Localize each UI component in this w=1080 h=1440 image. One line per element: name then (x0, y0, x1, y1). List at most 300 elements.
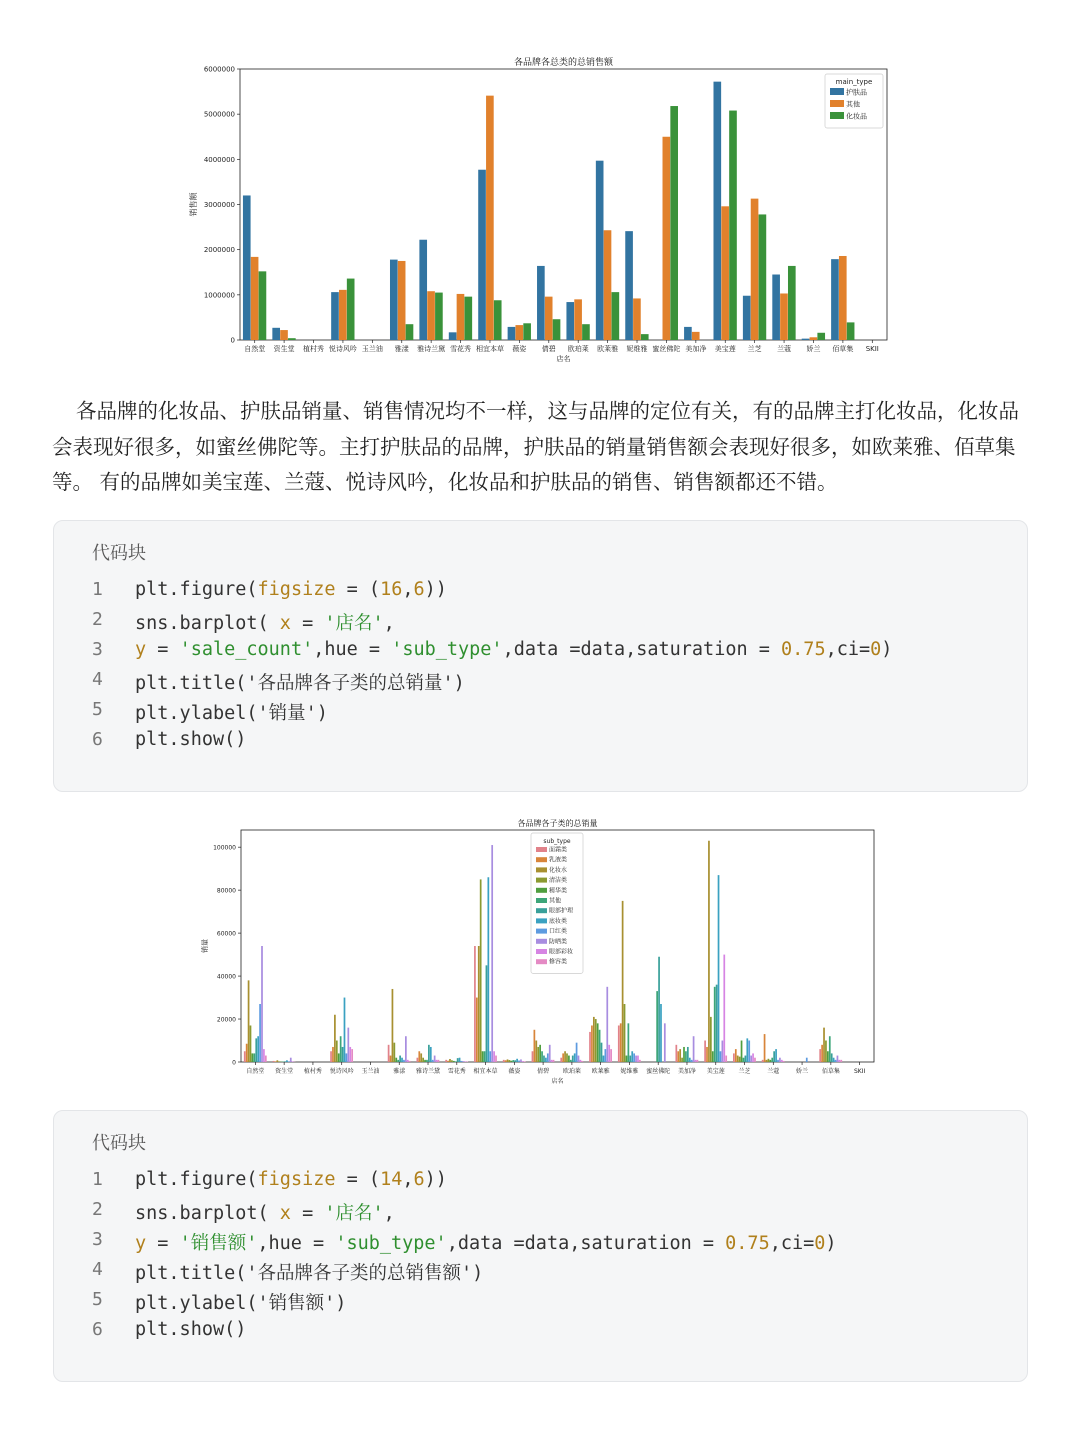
bar (451, 1060, 453, 1062)
x-tick-label: 娇兰 (806, 345, 821, 353)
x-tick-label: 妮维雅 (620, 1068, 639, 1075)
chart-1-figure (188, 50, 900, 375)
bar (639, 1060, 641, 1062)
bar (428, 1045, 430, 1062)
x-tick-label: 蜜丝佛陀 (646, 1068, 671, 1075)
bar (250, 1025, 252, 1062)
code-line-3: y = 'sale_count',hue = 'sub_type',data =data,saturation = 0.75,ci=0) (135, 639, 893, 660)
x-tick-label: 欧珀莱 (562, 1068, 581, 1075)
bar (342, 1047, 344, 1062)
bar (457, 294, 465, 340)
bar (257, 1036, 259, 1062)
x-tick-label: 雅诗兰黛 (417, 345, 446, 353)
bar (403, 1060, 405, 1062)
chart-2-figure (195, 812, 885, 1092)
bar (710, 1017, 712, 1062)
analysis-paragraph: 各品牌的化妆品、护肤品销量、销售情况均不一样，这与品牌的定位有关，有的品牌主打化妆品，化妆品会表现好很多，如蜜丝佛陀等。主打护肤品的品牌，护肤品的销量销售额会表现好很多，如欧莱雅、佰草集等。 有的品牌如美宝莲、兰蔻、悦诗风吟，化妆品和护肤品的销售、销售额都还不错。 (52, 399, 1019, 494)
bar (810, 337, 818, 340)
x-tick-label: SKII (853, 1068, 866, 1075)
bar (259, 271, 267, 340)
bar (564, 1051, 566, 1062)
bar (780, 293, 788, 340)
bar (419, 240, 427, 340)
bar (505, 1060, 507, 1062)
line-number: 3 (92, 639, 103, 660)
line-number: 6 (92, 729, 103, 750)
bar (772, 275, 780, 340)
bar (568, 1056, 570, 1062)
x-tick-label: 悦诗风吟 (328, 345, 357, 353)
chart-title: 各品牌各总类的总销售额 (513, 58, 614, 68)
x-axis-label: 店名 (556, 355, 571, 363)
bar (725, 1056, 727, 1062)
x-tick-label: 相宜本草 (475, 345, 504, 353)
bar (407, 1060, 409, 1062)
bar (829, 1036, 831, 1062)
bar (246, 1044, 248, 1062)
bar (507, 1059, 509, 1062)
bar (664, 1023, 666, 1062)
bar (721, 206, 729, 340)
line-number: 2 (92, 1199, 103, 1220)
bar (292, 1061, 294, 1062)
bar (447, 1061, 449, 1062)
y-tick-label: 2000000 (203, 246, 235, 255)
code-block-2 (53, 1110, 1028, 1382)
bar (743, 296, 751, 340)
bar (520, 1059, 522, 1062)
bar (347, 279, 355, 340)
bar (347, 1028, 349, 1062)
bar (741, 1041, 743, 1062)
bar (464, 297, 472, 340)
y-tick-label: 60000 (216, 930, 236, 938)
legend-swatch (536, 939, 547, 944)
bar (618, 1025, 620, 1062)
x-tick-label: 雅漾 (393, 1068, 406, 1075)
legend-swatch (830, 112, 844, 119)
bar (489, 1051, 491, 1062)
bar (351, 1049, 353, 1062)
bar (535, 1041, 537, 1062)
bar (720, 1051, 722, 1062)
line-number: 4 (92, 1259, 103, 1280)
line-number: 6 (92, 1319, 103, 1340)
x-tick-label: 兰芝 (747, 345, 762, 353)
bar (566, 302, 574, 340)
bar (779, 1058, 781, 1062)
bar (524, 1061, 526, 1062)
bar (398, 261, 406, 340)
bar (831, 1053, 833, 1062)
code-line-1: plt.figure(figsize = (16,6)) (135, 579, 447, 600)
bar (620, 1023, 622, 1062)
bar (601, 1043, 603, 1062)
bar (273, 1061, 275, 1062)
x-tick-label: 倩碧 (541, 345, 556, 353)
bar (420, 1053, 422, 1062)
bar (244, 1051, 246, 1062)
bar (476, 998, 478, 1062)
bar (580, 1060, 582, 1062)
bar (777, 1060, 779, 1062)
bar (248, 980, 250, 1062)
bar (825, 1041, 827, 1062)
bar (399, 1056, 401, 1062)
bar (424, 1060, 426, 1062)
bar (722, 1041, 724, 1062)
code-block-1 (53, 520, 1028, 792)
bar (537, 266, 545, 340)
bar (390, 260, 398, 340)
line-number: 1 (92, 1169, 103, 1190)
bar (603, 1056, 605, 1062)
bar (759, 214, 767, 340)
bar (261, 946, 263, 1062)
bar (275, 1061, 277, 1062)
y-tick-label: 0 (230, 336, 235, 345)
bar (752, 1053, 754, 1062)
x-axis-label: 店名 (551, 1078, 564, 1085)
bar (427, 291, 435, 340)
y-tick-label: 5000000 (203, 110, 235, 119)
legend-swatch (536, 857, 547, 862)
x-tick-label: 欧珀莱 (567, 345, 589, 353)
bar (751, 199, 759, 340)
x-tick-label: 植村秀 (303, 345, 325, 353)
bar (831, 259, 839, 340)
legend-swatch (536, 908, 547, 913)
code-line-4: plt.title('各品牌各子类的总销量') (135, 673, 465, 694)
x-tick-label: 兰芝 (738, 1068, 751, 1075)
legend-swatch (536, 949, 547, 954)
bar (606, 987, 608, 1062)
bar (339, 290, 347, 340)
bar (401, 1058, 403, 1062)
bar (503, 1060, 505, 1062)
bar (562, 1053, 564, 1062)
bar (633, 298, 641, 340)
x-tick-label: 蜜丝佛陀 (652, 345, 681, 353)
bar (684, 327, 692, 340)
bar (397, 1060, 399, 1062)
bar (764, 1034, 766, 1062)
code-line-1: plt.figure(figsize = (14,6)) (135, 1169, 447, 1190)
x-tick-label: 美加净 (685, 345, 707, 353)
code-line-6: plt.show() (135, 729, 247, 750)
line-number: 3 (92, 1229, 103, 1250)
legend-label: 口红类 (549, 928, 568, 936)
bar (338, 1053, 340, 1062)
bar (344, 998, 346, 1062)
bar (771, 1058, 773, 1062)
chart-2-svg (195, 812, 885, 1092)
bar (595, 1019, 597, 1062)
bar (395, 1058, 397, 1062)
bar (833, 1058, 835, 1062)
legend-swatch (536, 898, 547, 903)
bar (346, 1053, 348, 1062)
bar (712, 1051, 714, 1062)
bar (781, 1060, 783, 1062)
bar (847, 322, 855, 340)
bar (478, 170, 486, 340)
bar (511, 1061, 513, 1062)
bar (840, 1060, 842, 1062)
bar (626, 1056, 628, 1062)
bar (733, 1053, 735, 1062)
x-tick-label: 薇姿 (508, 1068, 521, 1075)
bar (802, 339, 810, 340)
bar (463, 1061, 465, 1062)
bar (596, 161, 604, 340)
bar (689, 1058, 691, 1062)
bar (515, 325, 523, 340)
y-tick-label: 40000 (216, 973, 236, 981)
bar (670, 106, 678, 340)
bar (769, 1060, 771, 1062)
bar (748, 1041, 750, 1062)
bar (656, 991, 658, 1062)
bar (487, 877, 489, 1062)
legend-label: 乳液类 (549, 856, 568, 864)
bar (545, 297, 553, 340)
bar (713, 82, 721, 340)
bar (708, 841, 710, 1062)
bar (723, 955, 725, 1062)
bar (276, 1060, 278, 1062)
code-line-6: plt.show() (135, 1319, 247, 1340)
bar (574, 1053, 576, 1062)
bar (449, 332, 457, 340)
bar (622, 901, 624, 1062)
y-tick-label: 80000 (216, 887, 236, 895)
legend-label: 面霜类 (549, 846, 568, 854)
bar (332, 1047, 334, 1062)
bar (435, 293, 443, 340)
x-tick-label: 佰草集 (821, 1068, 840, 1075)
legend-swatch (536, 867, 547, 872)
bar (835, 1060, 837, 1062)
bar (553, 319, 561, 340)
bar (718, 875, 720, 1062)
bar (775, 1049, 777, 1062)
bar (750, 1056, 752, 1062)
bar (290, 1058, 292, 1062)
bar (706, 1047, 708, 1062)
y-tick-label: 100000 (213, 844, 236, 852)
x-tick-label: 雅漾 (394, 345, 409, 353)
bar (252, 1053, 254, 1062)
bar (405, 1036, 407, 1062)
bar (455, 1061, 457, 1062)
bar (806, 1058, 808, 1062)
x-tick-label: 植村秀 (303, 1068, 322, 1075)
legend-label: 眼部彩妆 (549, 948, 574, 956)
line-number: 5 (92, 1289, 103, 1310)
bar (464, 1061, 466, 1062)
bar (633, 1053, 635, 1062)
bar (549, 1045, 551, 1062)
bar (253, 1053, 255, 1062)
bar (543, 1056, 545, 1062)
bar (493, 1051, 495, 1062)
bar (255, 1038, 257, 1062)
bar (687, 1047, 689, 1062)
bar (637, 1056, 639, 1062)
bar (582, 324, 590, 340)
bar (474, 946, 476, 1062)
bar (390, 1056, 392, 1062)
line-number: 4 (92, 669, 103, 690)
bar (827, 1051, 829, 1062)
bar (746, 1038, 748, 1062)
legend-swatch (536, 888, 547, 893)
bar (280, 330, 288, 340)
bar (704, 1041, 706, 1062)
bar (612, 292, 620, 340)
bar (560, 1058, 562, 1062)
bar (679, 1049, 681, 1062)
bar (681, 1058, 683, 1062)
bar (434, 1056, 436, 1062)
bar (817, 333, 825, 340)
y-tick-label: 4000000 (203, 155, 235, 164)
bar (251, 257, 259, 340)
bar (658, 957, 660, 1062)
bar (663, 137, 671, 340)
bar (566, 1053, 568, 1062)
code-line-3: y = '销售额',hue = 'sub_type',data =data,saturation = 0.75,ci=0) (135, 1233, 837, 1254)
bar (714, 987, 716, 1062)
y-axis-label: 销量 (201, 939, 209, 953)
code-block-header: 代码块 (92, 1133, 146, 1154)
bar (697, 1060, 699, 1062)
bar (480, 879, 482, 1062)
bar (284, 1061, 286, 1062)
bar (685, 1051, 687, 1062)
bar (491, 845, 493, 1062)
legend-swatch (536, 878, 547, 883)
bar (453, 1061, 455, 1062)
bar (762, 1060, 764, 1062)
bar (457, 1058, 459, 1062)
bar (574, 299, 582, 340)
bar (486, 96, 494, 340)
bar (576, 1043, 578, 1062)
bar (581, 1061, 583, 1062)
bar (522, 1061, 524, 1062)
bar (523, 323, 531, 340)
bar (438, 1060, 440, 1062)
bar (484, 1051, 486, 1062)
x-tick-label: 美宝莲 (706, 1068, 725, 1075)
x-tick-label: 佰草集 (832, 345, 854, 353)
bar (735, 1049, 737, 1062)
bar (692, 332, 700, 340)
bar (288, 1061, 290, 1062)
x-tick-label: 玉兰油 (361, 345, 383, 353)
bar (570, 1060, 572, 1062)
bar (819, 1049, 821, 1062)
y-tick-label: 6000000 (203, 65, 235, 74)
legend-swatch (536, 929, 547, 934)
bar (288, 338, 296, 340)
legend-swatch (830, 88, 844, 95)
x-tick-label: 资生堂 (275, 1068, 294, 1075)
bar (631, 1051, 633, 1062)
bar (409, 1061, 411, 1062)
legend-title: sub_type (543, 838, 571, 845)
bar (508, 327, 516, 340)
bar (426, 1060, 428, 1062)
bar (393, 1043, 395, 1062)
legend-swatch (536, 918, 547, 923)
bar (660, 1004, 662, 1062)
y-axis-label: 销售额 (189, 192, 198, 217)
legend-label: 其他 (846, 100, 860, 109)
bar (716, 985, 718, 1062)
bar (417, 1058, 419, 1062)
bar (677, 1051, 679, 1062)
x-tick-label: 美加净 (677, 1068, 696, 1075)
legend-label: 防晒类 (549, 938, 568, 946)
bar (388, 1045, 390, 1062)
code-line-5: plt.ylabel('销量') (135, 703, 328, 724)
bar (783, 1061, 785, 1062)
line-number: 5 (92, 699, 103, 720)
bar (259, 1004, 261, 1062)
line-number: 1 (92, 579, 103, 600)
bar (541, 1051, 543, 1062)
code-line-2: sns.barplot( x = '店名', (135, 1203, 395, 1224)
legend-swatch (536, 959, 547, 964)
bar (578, 1056, 580, 1062)
x-tick-label: 雪花秀 (450, 345, 472, 353)
x-tick-label: 雅诗兰黛 (416, 1068, 441, 1075)
bar (641, 334, 649, 340)
bar (743, 1058, 745, 1062)
bar (461, 1061, 463, 1062)
bar (514, 1060, 516, 1062)
bar (449, 1059, 451, 1062)
bar (766, 1060, 768, 1062)
bar (478, 946, 480, 1062)
bar (509, 1060, 511, 1062)
bar (604, 1049, 606, 1062)
bar (608, 1045, 610, 1062)
bar (336, 1041, 338, 1062)
bar (737, 1056, 739, 1062)
bar (788, 266, 796, 340)
legend-label: 精华类 (549, 887, 568, 895)
bar (839, 256, 847, 340)
x-tick-label: 妮维雅 (626, 345, 648, 353)
bar (589, 1032, 591, 1062)
code-line-5: plt.ylabel('销售额') (135, 1293, 347, 1314)
y-tick-label: 0 (232, 1059, 236, 1067)
x-tick-label: 娇兰 (796, 1068, 809, 1075)
line-number: 2 (92, 609, 103, 630)
bar (693, 1036, 695, 1062)
x-tick-label: 美宝莲 (714, 345, 736, 353)
bar (430, 1047, 432, 1062)
bar (821, 1045, 823, 1062)
bar (553, 1060, 555, 1062)
code-block-header: 代码块 (92, 543, 146, 564)
bar (495, 1056, 497, 1062)
bar (272, 328, 280, 340)
